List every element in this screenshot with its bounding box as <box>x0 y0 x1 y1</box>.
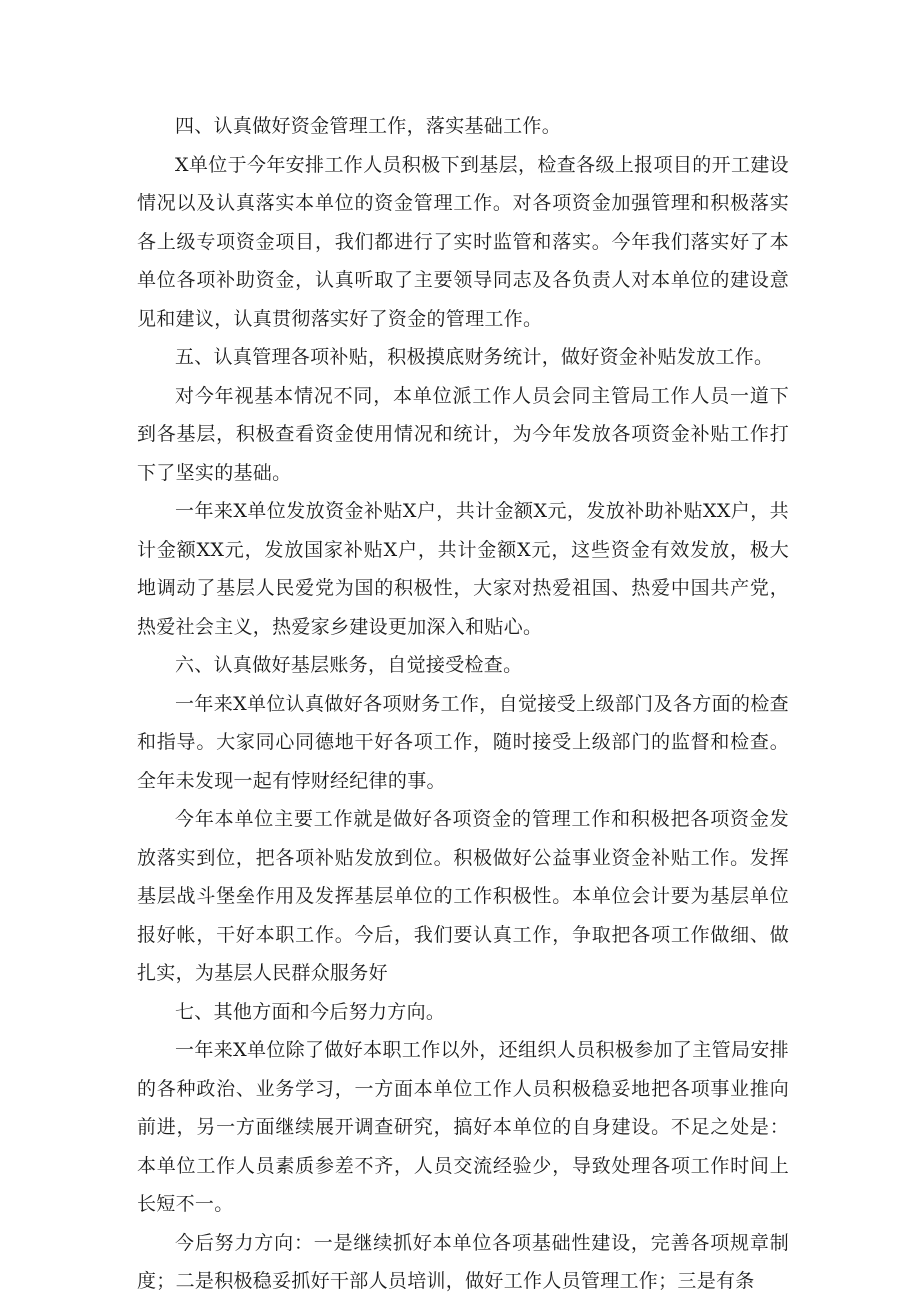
paragraph: 今后努力方向：一是继续抓好本单位各项基础性建设，完善各项规章制度；二是积极稳妥抓好干部人员培训，做好工作人员管理工作；三是有条 <box>137 1231 789 1292</box>
document-page <box>137 107 789 1301</box>
paragraph: 一年来X单位除了做好本职工作以外，还组织人员积极参加了主管局安排的各种政治、业务学习，一方面本单位工作人员积极稳妥地把各项事业推向前进，另一方面继续展开调查研究，搞好本单位的自身建设。不足之处是：本单位工作人员素质参差不齐，人员交流经验少，导致处理各项工作时间上长短不一。 <box>137 1039 789 1215</box>
paragraph: 对今年视基本情况不同，本单位派工作人员会同主管局工作人员一道下到各基层，积极查看资金使用情况和统计，为今年发放各项资金补贴工作打下了坚实的基础。 <box>137 384 789 484</box>
paragraph: 一年来X单位认真做好各项财务工作，自觉接受上级部门及各方面的检查和指导。大家同心同德地干好各项工作，随时接受上级部门的监督和检查。全年未发现一起有悖财经纪律的事。 <box>137 692 789 792</box>
paragraph: 今年本单位主要工作就是做好各项资金的管理工作和积极把各项资金发放落实到位，把各项补贴发放到位。积极做好公益事业资金补贴工作。发挥基层战斗堡垒作用及发挥基层单位的工作积极性。本单位会计要为基层单位报好帐，干好本职工作。今后，我们要认真工作，争取把各项工作做细、做扎实，为基层人民群众服务好 <box>137 808 789 984</box>
paragraph: 一年来X单位发放资金补贴X户，共计金额X元，发放补助补贴XX户，共计金额XX元，发放国家补贴X户，共计金额X元，这些资金有效发放，极大地调动了基层人民爱党为国的积极性，大家对热爱祖国、热爱中国共产党，热爱社会主义，热爱家乡建设更加深入和贴心。 <box>137 500 789 638</box>
section-heading-7: 七、其他方面和今后努力方向。 <box>175 1000 446 1023</box>
paragraph: X单位于今年安排工作人员积极下到基层，检查各级上报项目的开工建设情况以及认真落实本单位的资金管理工作。对各项资金加强管理和积极落实各上级专项资金项目，我们都进行了实时监管和落实。今年我们落实好了本单位各项补助资金，认真听取了主要领导同志及各负责人对本单位的建设意见和建议，认真贯彻落实好了资金的管理工作。 <box>137 153 789 330</box>
section-heading-5: 五、认真管理各项补贴，积极摸底财务统计，做好资金补贴发放工作。 <box>175 346 774 368</box>
section-heading-6: 六、认真做好基层账务，自觉接受检查。 <box>175 654 523 676</box>
section-heading-4: 四、认真做好资金管理工作，落实基础工作。 <box>175 115 562 137</box>
